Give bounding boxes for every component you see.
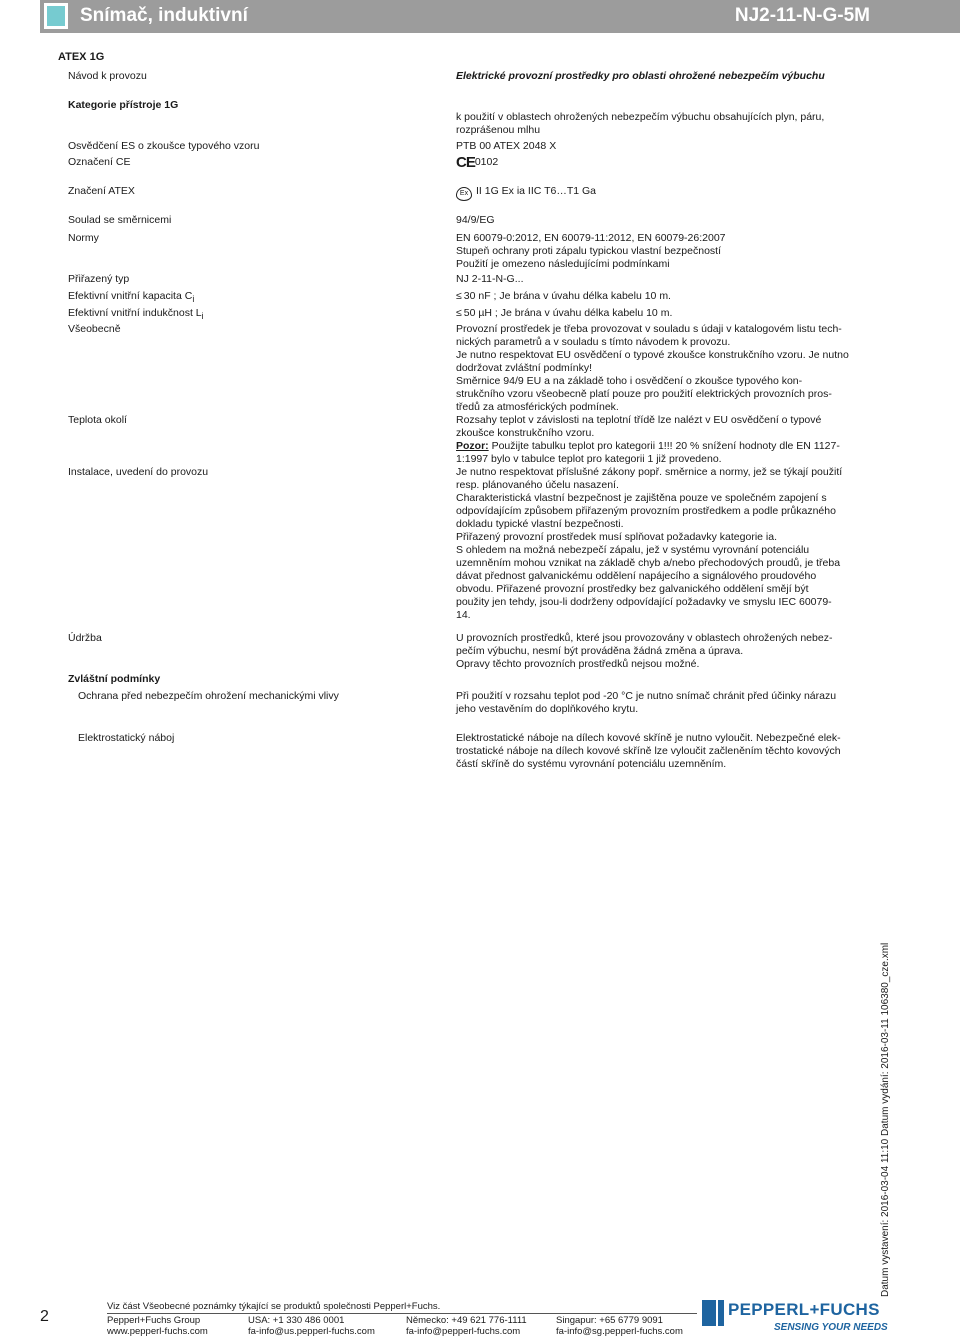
- row-value: EN 60079-0:2012, EN 60079-11:2012, EN 60079-26:2007 Stupeň ochrany proti zápalu typickou vlastní bezpečností Použití je omezeno následujícími podmínkami: [456, 232, 726, 270]
- logo-tagline: SENSING YOUR NEEDS: [774, 1322, 888, 1333]
- row-label: Všeobecně: [68, 323, 121, 335]
- row-value: U provozních prostředků, které jsou provozovány v oblastech ohrožených nebez- pečím výbuchu, nesmí být prováděna žádná změna a úprava. Opravy těchto provozních prostředků nejsou možné.: [456, 632, 833, 670]
- row-value: Ex II 1G Ex ia IIC T6…T1 Ga: [456, 185, 856, 201]
- row-value: Elektrické provozní prostředky pro oblasti ohrožené nebezpečím výbuchu: [456, 70, 825, 82]
- row-label: Normy: [68, 232, 99, 244]
- row-label: Ochrana před nebezpečím ohrožení mechanickými vlivy: [78, 690, 339, 702]
- row-label: Označení CE: [68, 156, 131, 168]
- row-value: Je nutno respektovat příslušné zákony popř. směrnice a normy, jež se týkají použití resp. plánovaného účelu nasazení. Charakteristická vlastní bezpečnost je zajištěna pouze ve společném zapojení s odpovídajícím způsobem přiřazeným provozním prostředkem a podle průkazného dokladu typické vlastní bezpečnosti. Přiřazený provozní prostředek musí splňovat požadavky kategorie ia. S ohledem na možná nebezpečí zápalu, jež v systému vyrovnání potenciálu uzemněním mohou vznikat na základě chyb a/nebo přechodových proudů, je třeba dávat přednost galvanickému oddělení napájecího a signálového proudového obvodu. Přiřazené provozní prostředky bez galvanického oddělení smějí být použity jen tehdy, jsou-li dodrženy odpovídající požadavky ve smyslu IEC 60079- 14.: [456, 466, 843, 621]
- row-value: CE0102: [456, 154, 499, 171]
- pf-logo-icon: [702, 1300, 716, 1326]
- row-label: Teplota okolí: [68, 414, 127, 426]
- row-value: Elektrostatické náboje na dílech kovové skříně je nutno vyloučit. Nebezpečné elek- trostatické náboje na dílech kovové skříně lze vyloučit začleněním těchto kovových částí skříně do systému vyrovnání potenciálu uzemněním.: [456, 732, 841, 770]
- ce-mark-icon: CE: [456, 154, 475, 171]
- less-equal-icon: ≤: [456, 290, 462, 302]
- row-value: k použití v oblastech ohrožených nebezpečím výbuchu obsahujících plyn, páru, rozprášenou mlhu: [456, 111, 825, 136]
- row-value: ≤ 50 µH ; Je brána v úvahu délka kabelu 10 m.: [456, 307, 673, 319]
- row-value: ≤ 30 nF ; Je brána v úvahu délka kabelu 10 m.: [456, 290, 671, 302]
- footer-usa: USA: +1 330 486 0001 fa-info@us.pepperl-fuchs.com: [248, 1315, 375, 1337]
- company-logo: [702, 1298, 892, 1336]
- less-equal-icon: ≤: [456, 307, 462, 319]
- row-label: Soulad se směrnicemi: [68, 214, 172, 226]
- page-title: Snímač, induktivní: [80, 5, 248, 26]
- caution-label: Pozor:: [456, 440, 489, 452]
- row-label: Elektrostatický náboj: [78, 732, 175, 744]
- row-label: Osvědčení ES o zkoušce typového vzoru: [68, 140, 260, 152]
- row-label: Údržba: [68, 632, 102, 644]
- footer-singapore: Singapur: +65 6779 9091 fa-info@sg.pepperl-fuchs.com: [556, 1315, 683, 1337]
- section-title: ATEX 1G: [58, 51, 105, 63]
- row-label: Zvláštní podmínky: [68, 673, 161, 685]
- side-date-text: Datum vystavení: 2016-03-04 11:10 Datum vydání: 2016-03-11 106380_cze.xml: [880, 942, 891, 1297]
- row-value: Při použití v rozsahu teplot pod -20 °C je nutno snímač chránit před účinky nárazu jeho vestavěním do doplňkového krytu.: [456, 690, 837, 715]
- page-number: 2: [40, 1308, 49, 1325]
- row-label: Efektivní vnitřní kapacita $C_i$: [68, 290, 195, 305]
- row-label: Přiřazený typ: [68, 273, 130, 285]
- ex-hexagon-icon: Ex: [456, 187, 472, 201]
- row-label: Návod k provozu: [68, 70, 147, 82]
- row-label: Efektivní vnitřní indukčnost $L_i$: [68, 307, 204, 322]
- row-value: 94/9/EG: [456, 214, 495, 226]
- footer-germany: Německo: +49 621 776-1111 fa-info@pepperl-fuchs.com: [406, 1315, 527, 1337]
- row-label: Instalace, uvedení do provozu: [68, 466, 209, 478]
- header-color-box: [44, 3, 68, 29]
- row-label: Kategorie přístroje 1G: [68, 99, 179, 111]
- footer-divider: [107, 1313, 697, 1314]
- model-number: NJ2-11-N-G-5M: [734, 5, 870, 26]
- footer-group: Pepperl+Fuchs Group www.pepperl-fuchs.com: [107, 1315, 208, 1337]
- logo-text: PEPPERL+FUCHS: [728, 1300, 880, 1319]
- footer-note: Viz část Všeobecné poznámky týkající se produktů společnosti Pepperl+Fuchs.: [107, 1301, 441, 1312]
- row-value: Rozsahy teplot v závislosti na teplotní třídě lze nalézt v EU osvědčení o typové zkoušce konstrukčního vzoru. Pozor: Použijte tabulku teplot pro kategorii 1!!! 20 % snížení hodnoty dle EN 1127- 1:1997 bylo v tabulce teplot pro kategorii 1 již provedeno.: [456, 414, 840, 465]
- row-value: Provozní prostředek je třeba provozovat v souladu s údaji v katalogovém listu tech- nických parametrů a v souladu s tímto návodem k provozu. Je nutno respektovat EU osvědčení o typové zkoušce konstrukčního vzoru. Je nutno dodržovat zvláštní podmínky! Směrnice 94/9 EU a na základě toho i osvědčení o zkoušce typového kon- strukčního vzoru všeobecně platí pouze pro použití elektrických provozních pros- tředů za atmosférických podmínek.: [456, 323, 849, 413]
- row-value: NJ 2-11-N-G...: [456, 273, 524, 285]
- page-header: [40, 0, 960, 33]
- row-value: PTB 00 ATEX 2048 X: [456, 140, 557, 152]
- row-label: Značení ATEX: [68, 185, 135, 197]
